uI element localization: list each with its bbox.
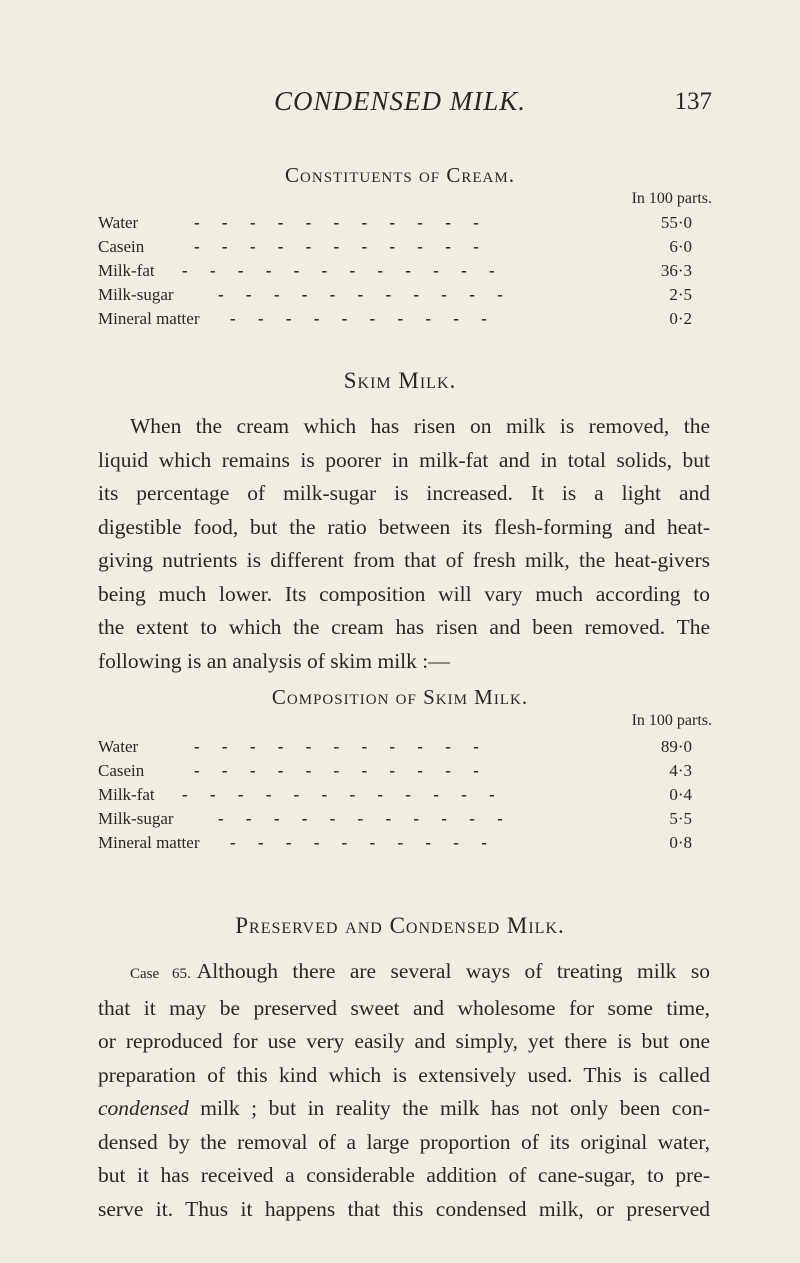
row-value: 6·0 <box>669 237 692 256</box>
row-value: 5·5 <box>669 809 692 828</box>
skim-row-casein <box>98 761 692 785</box>
condensed-section-title: Preserved and Condensed Milk. <box>235 913 565 938</box>
paragraph-line: the extent to which the cream has risen and been removed. The <box>98 615 710 639</box>
paragraph-line <box>98 1092 710 1126</box>
row-value: 0·4 <box>669 785 692 804</box>
paragraph-line: but it has received a considerable addition of cane-sugar, to pre- <box>98 1163 710 1187</box>
row-label: Milk-fat <box>98 785 155 804</box>
condensed-paragraph <box>98 955 710 1226</box>
paragraph-line: being much lower. Its composition will vary much according to <box>98 581 710 606</box>
case-label: Case 65. <box>130 966 191 982</box>
skim-row-mineral-matter <box>98 833 692 857</box>
paragraph-line: liquid which remains is poorer in milk-fat and in total solids, but <box>98 447 710 472</box>
cream-table-units: In 100 parts. <box>631 190 712 207</box>
row-label: Mineral matter <box>98 309 200 328</box>
line-text: milk ; but in reality the milk has not only been con- <box>188 1096 710 1120</box>
leader-dots: - - - - - - - - - - - <box>194 213 488 232</box>
row-label: Water <box>98 737 139 756</box>
paragraph-line: following is an analysis of skim milk :— <box>98 648 450 673</box>
skim-row-water <box>98 737 692 761</box>
row-label: Casein <box>98 237 145 256</box>
leader-dots: - - - - - - - - - - - <box>194 237 488 256</box>
row-value: 36·3 <box>660 261 692 280</box>
skim-table-title: Composition of Skim Milk. <box>271 685 529 709</box>
paragraph-line: serve it. Thus it happens that this condensed milk, or preserved <box>98 1196 710 1221</box>
paragraph-line: digestible food, but the ratio between its flesh-forming and heat- <box>98 514 710 539</box>
leader-dots: - - - - - - - - - - - <box>218 809 512 828</box>
row-value: 0·2 <box>669 309 692 328</box>
row-label: Casein <box>98 761 145 780</box>
leader-dots: - - - - - - - - - - - <box>194 737 488 756</box>
leader-dots: - - - - - - - - - - - <box>218 285 512 304</box>
row-value: 2·5 <box>669 285 692 304</box>
cream-row-casein <box>98 237 692 261</box>
cream-table-title: Constituents of Cream. <box>285 163 515 187</box>
cream-row-milk-fat <box>98 261 692 285</box>
row-value: 55·0 <box>660 213 692 232</box>
row-label: Mineral matter <box>98 833 200 852</box>
skim-row-milk-fat <box>98 785 692 809</box>
cream-row-milk-sugar <box>98 285 692 309</box>
skim-section-title: Skim Milk. <box>343 368 457 393</box>
row-value: 4·3 <box>669 761 692 780</box>
paragraph-line: When the cream which has risen on milk is removed, the <box>130 414 710 438</box>
leader-dots: - - - - - - - - - - <box>230 309 496 328</box>
skim-table-units: In 100 parts. <box>631 712 712 729</box>
skim-paragraph <box>98 410 710 678</box>
row-value: 89·0 <box>660 737 692 756</box>
cream-row-water <box>98 213 692 237</box>
paragraph-line: giving nutrients is different from that of fresh milk, the heat-givers <box>98 548 710 572</box>
running-head <box>0 86 800 126</box>
row-label: Milk-sugar <box>98 809 174 828</box>
paragraph-line: or reproduced for use very easily and simply, yet there is but one <box>98 1029 710 1053</box>
paragraph-line: its percentage of milk-sugar is increased. It is a light and <box>98 481 710 505</box>
paragraph-line: that it may be preserved sweet and wholesome for some time, <box>98 995 710 1020</box>
leader-dots: - - - - - - - - - - - - <box>182 261 504 280</box>
paragraph-line <box>98 955 710 992</box>
leader-dots: - - - - - - - - - - - <box>194 761 488 780</box>
leader-dots: - - - - - - - - - - <box>230 833 496 852</box>
first-line-text: Although there are several ways of treating milk so <box>196 959 710 983</box>
row-value: 0·8 <box>669 833 692 852</box>
paragraph-line: preparation of this kind which is extensively used. This is called <box>98 1062 710 1087</box>
italic-term: condensed <box>98 1096 189 1120</box>
row-label: Milk-fat <box>98 261 155 280</box>
row-label: Milk-sugar <box>98 285 174 304</box>
paragraph-line: densed by the removal of a large proportion of its original water, <box>98 1129 710 1154</box>
page-number: 137 <box>674 88 712 115</box>
running-title: CONDENSED MILK. <box>273 86 526 116</box>
skim-row-milk-sugar <box>98 809 692 833</box>
row-label: Water <box>98 213 139 232</box>
cream-row-mineral-matter <box>98 309 692 333</box>
leader-dots: - - - - - - - - - - - - <box>182 785 504 804</box>
